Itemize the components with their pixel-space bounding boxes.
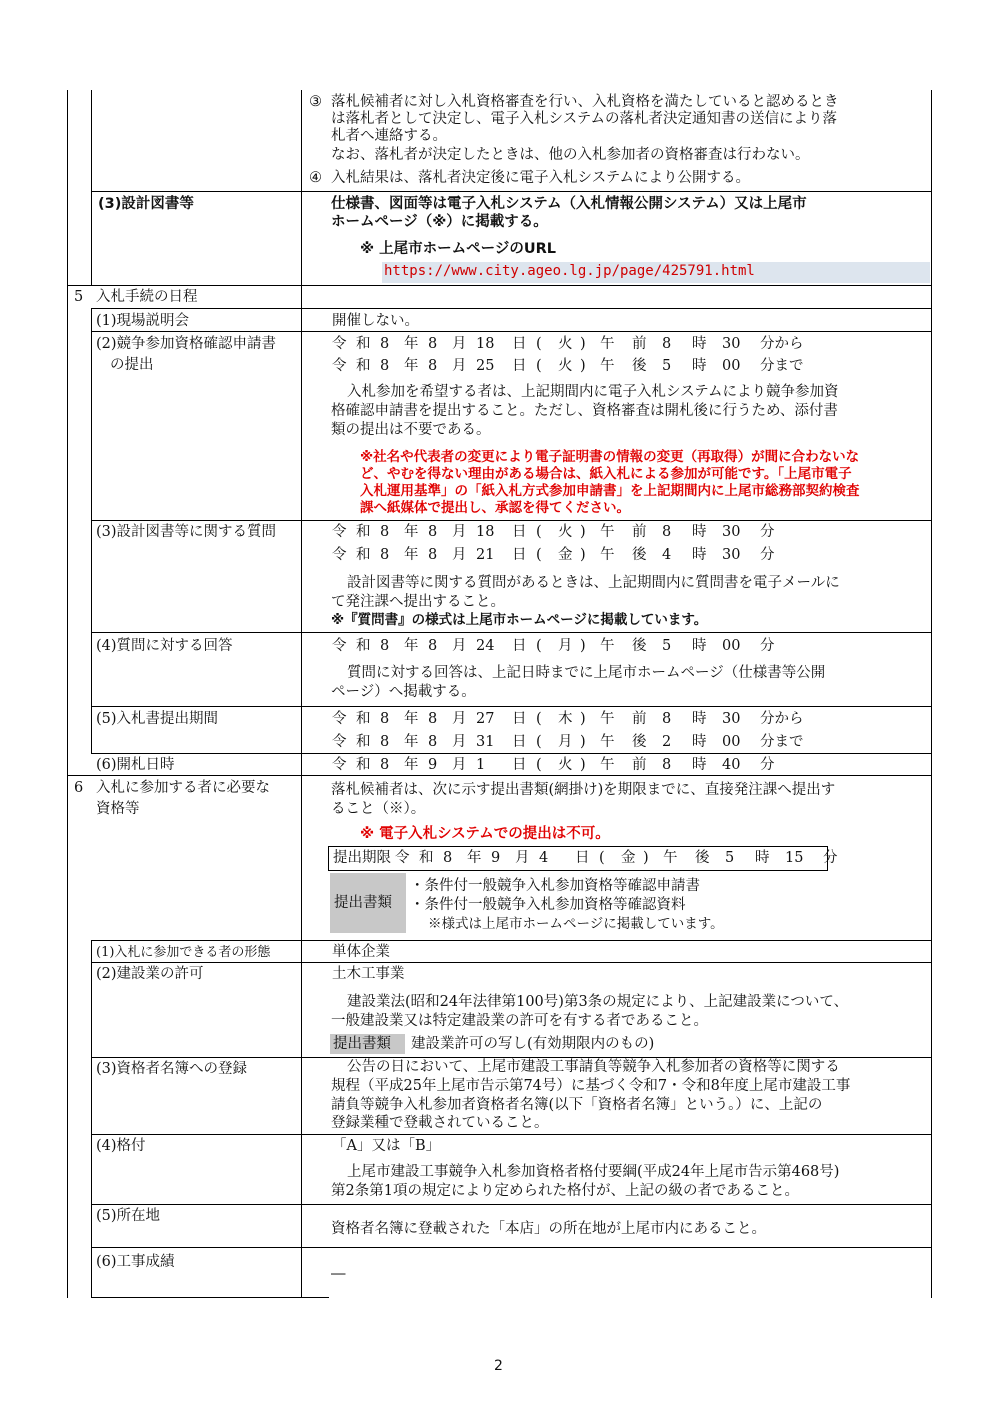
schedule-token: ( [536, 524, 542, 540]
schedule-token: 8 [380, 336, 390, 352]
schedule-token: 年 [404, 711, 419, 727]
schedule-token: 8 [380, 524, 390, 540]
row-divider [67, 775, 931, 776]
schedule-token: 分 [760, 547, 775, 563]
schedule-token: 時 [692, 358, 707, 374]
schedule-token: ( [536, 336, 542, 352]
item-3-line: 落札候補者に対し入札資格審査を行い、入札資格を満たしていると認めるとき [331, 94, 839, 110]
schedule-token: ) [580, 711, 586, 727]
schedule-token: 後 [632, 547, 647, 563]
schedule-token: 年 [467, 850, 482, 866]
schedule-token: 年 [404, 524, 419, 540]
schedule-token: 8 [380, 638, 390, 654]
item-3-line: 札者へ連絡する。 [331, 128, 447, 144]
schedule-token: ) [580, 547, 586, 563]
row-divider [91, 753, 931, 754]
schedule-token: 午 [600, 336, 615, 352]
application-body: 格確認申請書を提出すること。ただし、資格審査は開札後に行うため、添付書 [331, 403, 838, 419]
schedule-token: 30 [722, 524, 741, 540]
page-number: 2 [494, 1358, 503, 1374]
row-divider [91, 706, 931, 707]
column-divider [301, 90, 302, 1298]
schedule-token: 24 [476, 638, 495, 654]
schedule-token: 5 [662, 358, 672, 374]
schedule-token: 和 [419, 850, 434, 866]
schedule-token: 15 [785, 850, 804, 866]
schedule-token: 時 [692, 638, 707, 654]
location-value: 資格者名簿に登載された「本店」の所在地が上尾市内にあること。 [331, 1221, 766, 1237]
schedule-token: 8 [662, 757, 672, 773]
registry-body: 公告の日において、上尾市建設工事請負等競争入札参加者の資格等に関する [347, 1059, 840, 1075]
schedule-token: 8 [443, 850, 453, 866]
schedule-token: 後 [632, 358, 647, 374]
registry-body: 請負等競争入札参加者資格者名簿(以下「資格者名簿」という。）に、上記の [331, 1097, 823, 1113]
section-5-title: 入札手続の日程 [96, 289, 198, 305]
schedule-token: 分まで [760, 358, 804, 374]
schedule-token: 月 [558, 734, 573, 750]
schedule-token: 00 [722, 734, 741, 750]
outer-right-border [931, 90, 932, 1298]
outer-left-border [67, 90, 68, 1298]
answers-body: 質問に対する回答は、上記日時までに上尾市ホームページ（仕様書等公開 [347, 665, 826, 681]
submission-red-note: ※ 電子入札システムでの提出は不可。 [360, 826, 610, 842]
inner-left-border-top [91, 90, 92, 285]
schedule-token: 年 [404, 547, 419, 563]
schedule-token: 午 [600, 757, 615, 773]
schedule-token: 前 [632, 711, 647, 727]
schedule-token: 午 [600, 358, 615, 374]
application-body: 入札参加を希望する者は、上記期間内に電子入札システムにより競争参加資 [347, 384, 839, 400]
site-briefing-value: 開催しない。 [332, 313, 419, 329]
schedule-token: 40 [722, 757, 741, 773]
schedule-token: 日 [512, 336, 527, 352]
schedule-token: 令 [332, 547, 347, 563]
schedule-token: 月 [452, 638, 467, 654]
schedule-token: 年 [404, 734, 419, 750]
schedule-token: 8 [428, 711, 438, 727]
row-divider [91, 1057, 931, 1058]
schedule-token: 8 [428, 734, 438, 750]
schedule-token: 年 [404, 336, 419, 352]
section-6-body: ること（※）。 [331, 801, 426, 817]
schedule-token: ( [536, 734, 542, 750]
schedule-token: 8 [428, 336, 438, 352]
row-divider [91, 520, 931, 521]
schedule-token: 1 [476, 757, 486, 773]
row-divider [91, 1204, 931, 1205]
paper-bid-notice: ど、やむを得ない理由がある場合は、紙入札による参加が可能です。「上尾市電子 [360, 466, 852, 482]
schedule-token: 8 [428, 547, 438, 563]
row-divider [91, 962, 931, 963]
schedule-token: 8 [380, 358, 390, 374]
schedule-token: 分から [760, 336, 804, 352]
questions-note: ※『質問書』の様式は上尾市ホームページに掲載しています。 [331, 612, 708, 628]
schedule-token: 令 [332, 711, 347, 727]
schedule-token: 月 [515, 850, 530, 866]
schedule-token: 8 [662, 524, 672, 540]
row-divider [67, 285, 931, 286]
schedule-token: 令 [332, 336, 347, 352]
design-docs-label: (3)設計図書等 [98, 196, 194, 212]
schedule-token: ) [580, 336, 586, 352]
schedule-token: 00 [722, 358, 741, 374]
form-value: 単体企業 [332, 944, 390, 960]
schedule-token: 31 [476, 734, 495, 750]
schedule-token: 火 [558, 336, 573, 352]
site-briefing-label: (1)現場説明会 [96, 313, 190, 329]
license-value: 土木工事業 [332, 966, 405, 982]
schedule-token: ( [536, 711, 542, 727]
schedule-token: 日 [575, 850, 590, 866]
schedule-token: 木 [558, 711, 573, 727]
schedule-token: 時 [692, 757, 707, 773]
schedule-token: 火 [558, 757, 573, 773]
license-doc-label: 提出書類 [333, 1036, 391, 1052]
schedule-token: 月 [452, 336, 467, 352]
registry-body: 登録業種で登載されていること。 [331, 1115, 549, 1131]
row-divider [91, 632, 931, 633]
schedule-token: 午 [600, 547, 615, 563]
schedule-token: 後 [695, 850, 710, 866]
docs-note: ※様式は上尾市ホームページに掲載しています。 [428, 916, 724, 932]
schedule-token: 25 [476, 358, 495, 374]
schedule-token: 分 [760, 757, 775, 773]
schedule-token: 8 [380, 547, 390, 563]
rating-body: 上尾市建設工事競争入札参加資格者格付要綱(平成24年上尾市告示第468号) [347, 1164, 840, 1180]
schedule-token: ( [536, 757, 542, 773]
schedule-token: 8 [662, 711, 672, 727]
location-label: (5)所在地 [96, 1208, 161, 1224]
schedule-token: 令 [332, 524, 347, 540]
schedule-token: 時 [692, 547, 707, 563]
deadline-label: 提出期限 [333, 850, 391, 866]
schedule-token: 後 [632, 638, 647, 654]
schedule-token: 8 [380, 734, 390, 750]
schedule-token: 月 [452, 711, 467, 727]
item-4-number: ④ [309, 170, 322, 186]
schedule-token: 8 [380, 711, 390, 727]
schedule-token: 27 [476, 711, 495, 727]
row-divider-bottom [91, 1297, 329, 1298]
schedule-token: 4 [539, 850, 549, 866]
questions-body: て発注課へ提出すること。 [331, 594, 505, 610]
schedule-token: 月 [452, 547, 467, 563]
schedule-token: 時 [692, 524, 707, 540]
schedule-token: 金 [558, 547, 573, 563]
schedule-token: 午 [663, 850, 678, 866]
schedule-token: 8 [662, 336, 672, 352]
homepage-url-link[interactable]: https://www.city.ageo.lg.jp/page/425791.html [384, 263, 755, 279]
item-3-number: ③ [309, 94, 322, 110]
row-divider [91, 191, 931, 192]
opening-label: (6)開札日時 [96, 757, 175, 773]
license-body: 一般建設業又は特定建設業の許可を有する者であること。 [331, 1013, 708, 1029]
application-label: の提出 [110, 357, 154, 373]
design-docs-text: ホームページ（※）に掲載する。 [331, 214, 548, 230]
schedule-token: 金 [621, 850, 636, 866]
schedule-token: 後 [632, 734, 647, 750]
schedule-token: 和 [356, 358, 371, 374]
item-3-line: なお、落札者が決定したときは、他の入札参加者の資格審査は行わない。 [331, 147, 810, 163]
performance-value: ― [331, 1266, 346, 1282]
schedule-token: 日 [512, 358, 527, 374]
row-divider [91, 308, 931, 309]
schedule-token: 月 [452, 358, 467, 374]
questions-body: 設計図書等に関する質問があるときは、上記期間内に質問書を電子メールに [347, 575, 840, 591]
schedule-token: ) [643, 850, 649, 866]
inner-left-border-5 [91, 308, 92, 753]
application-label: (2)競争参加資格確認申請書 [96, 336, 277, 352]
schedule-token: 9 [428, 757, 438, 773]
schedule-token: 和 [356, 734, 371, 750]
item-4-text: 入札結果は、落札者決定後に電子入札システムにより公開する。 [331, 170, 751, 186]
url-note: ※ 上尾市ホームページのURL [360, 241, 557, 257]
schedule-token: 時 [755, 850, 770, 866]
license-doc-text: 建設業許可の写し(有効期限内のもの) [411, 1036, 655, 1052]
schedule-token: 30 [722, 547, 741, 563]
schedule-token: 午 [600, 524, 615, 540]
design-docs-text: 仕様書、図面等は電子入札システム（入札情報公開システム）又は上尾市 [331, 196, 807, 212]
registry-body: 規程（平成25年上尾市告示第74号）に基づく令和7・令和8年度上尾市建設工事 [331, 1078, 851, 1094]
form-label: (1)入札に参加できる者の形態 [96, 945, 271, 960]
schedule-token: 和 [356, 547, 371, 563]
schedule-token: 分 [760, 638, 775, 654]
rating-label: (4)格付 [96, 1138, 146, 1154]
schedule-token: ) [580, 358, 586, 374]
schedule-token: 和 [356, 711, 371, 727]
section-6-number: 6 [74, 780, 84, 796]
schedule-token: 年 [404, 638, 419, 654]
schedule-token: 5 [725, 850, 735, 866]
performance-label: (6)工事成績 [96, 1254, 175, 1270]
schedule-token: 令 [332, 757, 347, 773]
license-label: (2)建設業の許可 [96, 966, 204, 982]
schedule-token: 日 [512, 524, 527, 540]
schedule-token: 和 [356, 638, 371, 654]
schedule-token: 令 [332, 358, 347, 374]
schedule-token: 月 [452, 524, 467, 540]
section-6-title: 入札に参加する者に必要な [96, 780, 270, 796]
bid-period-label: (5)入札書提出期間 [96, 711, 219, 727]
schedule-token: 8 [428, 638, 438, 654]
row-divider [91, 940, 931, 941]
schedule-token: 30 [722, 711, 741, 727]
schedule-token: 18 [476, 524, 495, 540]
schedule-token: 日 [512, 638, 527, 654]
schedule-token: 火 [558, 524, 573, 540]
schedule-token: 8 [428, 524, 438, 540]
schedule-token: 前 [632, 757, 647, 773]
schedule-token: 年 [404, 358, 419, 374]
docs-item: ・条件付一般競争入札参加資格等確認資料 [410, 897, 686, 913]
rating-value: 「A」又は「B」 [332, 1138, 441, 1154]
schedule-token: ( [599, 850, 605, 866]
schedule-token: 午 [600, 638, 615, 654]
schedule-token: 和 [356, 336, 371, 352]
schedule-token: 和 [356, 524, 371, 540]
docs-label: 提出書類 [334, 895, 392, 911]
schedule-token: 月 [452, 757, 467, 773]
schedule-token: 月 [452, 734, 467, 750]
schedule-token: 分から [760, 711, 804, 727]
schedule-token: 8 [380, 757, 390, 773]
schedule-token: 日 [512, 711, 527, 727]
schedule-token: 日 [512, 547, 527, 563]
schedule-token: 令 [395, 850, 410, 866]
section-6-body: 落札候補者は、次に示す提出書類(網掛け)を期限までに、直接発注課へ提出す [331, 782, 836, 798]
paper-bid-notice: 課へ紙媒体で提出し、承認を得てください。 [360, 500, 630, 516]
answers-label: (4)質問に対する回答 [96, 638, 233, 654]
schedule-token: 時 [692, 711, 707, 727]
answers-body: ページ）へ掲載する。 [331, 684, 476, 700]
section-5-number: 5 [74, 289, 84, 305]
schedule-token: ) [580, 638, 586, 654]
schedule-token: 月 [558, 638, 573, 654]
schedule-token: ( [536, 638, 542, 654]
application-body: 類の提出は不要である。 [331, 422, 491, 438]
schedule-token: 5 [662, 638, 672, 654]
schedule-token: 2 [662, 734, 672, 750]
schedule-token: 火 [558, 358, 573, 374]
schedule-token: 4 [662, 547, 672, 563]
schedule-token: 令 [332, 638, 347, 654]
schedule-token: 00 [722, 638, 741, 654]
row-divider [91, 1134, 931, 1135]
paper-bid-notice: ※社名や代表者の変更により電子証明書の情報の変更（再取得）が間に合わないな [360, 449, 860, 465]
schedule-token: 前 [632, 336, 647, 352]
schedule-token: 分まで [760, 734, 804, 750]
schedule-token: ( [536, 547, 542, 563]
schedule-token: 9 [491, 850, 501, 866]
schedule-token: 8 [428, 358, 438, 374]
inner-left-border-6 [91, 940, 92, 1298]
schedule-token: 前 [632, 524, 647, 540]
row-divider [91, 1247, 931, 1248]
schedule-token: 時 [692, 336, 707, 352]
schedule-token: ) [580, 757, 586, 773]
license-body: 建設業法(昭和24年法律第100号)第3条の規定により、上記建設業について、 [347, 994, 849, 1010]
rating-body: 第2条第1項の規定により定められた格付が、上記の級の者であること。 [331, 1183, 799, 1199]
schedule-token: ( [536, 358, 542, 374]
schedule-token: 年 [404, 757, 419, 773]
registry-label: (3)資格者名簿への登録 [96, 1061, 248, 1077]
schedule-token: 時 [692, 734, 707, 750]
section-6-title: 資格等 [96, 801, 140, 817]
schedule-token: 日 [512, 757, 527, 773]
schedule-token: 分 [823, 850, 838, 866]
schedule-token: 21 [476, 547, 495, 563]
schedule-token: 分 [760, 524, 775, 540]
schedule-token: 日 [512, 734, 527, 750]
schedule-token: 和 [356, 757, 371, 773]
docs-item: ・条件付一般競争入札参加資格等確認申請書 [410, 878, 700, 894]
questions-label: (3)設計図書等に関する質問 [96, 524, 277, 540]
schedule-token: 午 [600, 711, 615, 727]
item-3-line: は落札者として決定し、電子入札システムの落札者決定通知書の送信により落 [331, 111, 838, 127]
schedule-token: 30 [722, 336, 741, 352]
schedule-token: ) [580, 524, 586, 540]
schedule-token: 午 [600, 734, 615, 750]
schedule-token: 令 [332, 734, 347, 750]
schedule-token: ) [580, 734, 586, 750]
schedule-token: 18 [476, 336, 495, 352]
row-divider [91, 331, 931, 332]
paper-bid-notice: 入札運用基準」の「紙入札方式参加申請書」を上記期間内に上尾市総務部契約検査 [360, 483, 860, 499]
